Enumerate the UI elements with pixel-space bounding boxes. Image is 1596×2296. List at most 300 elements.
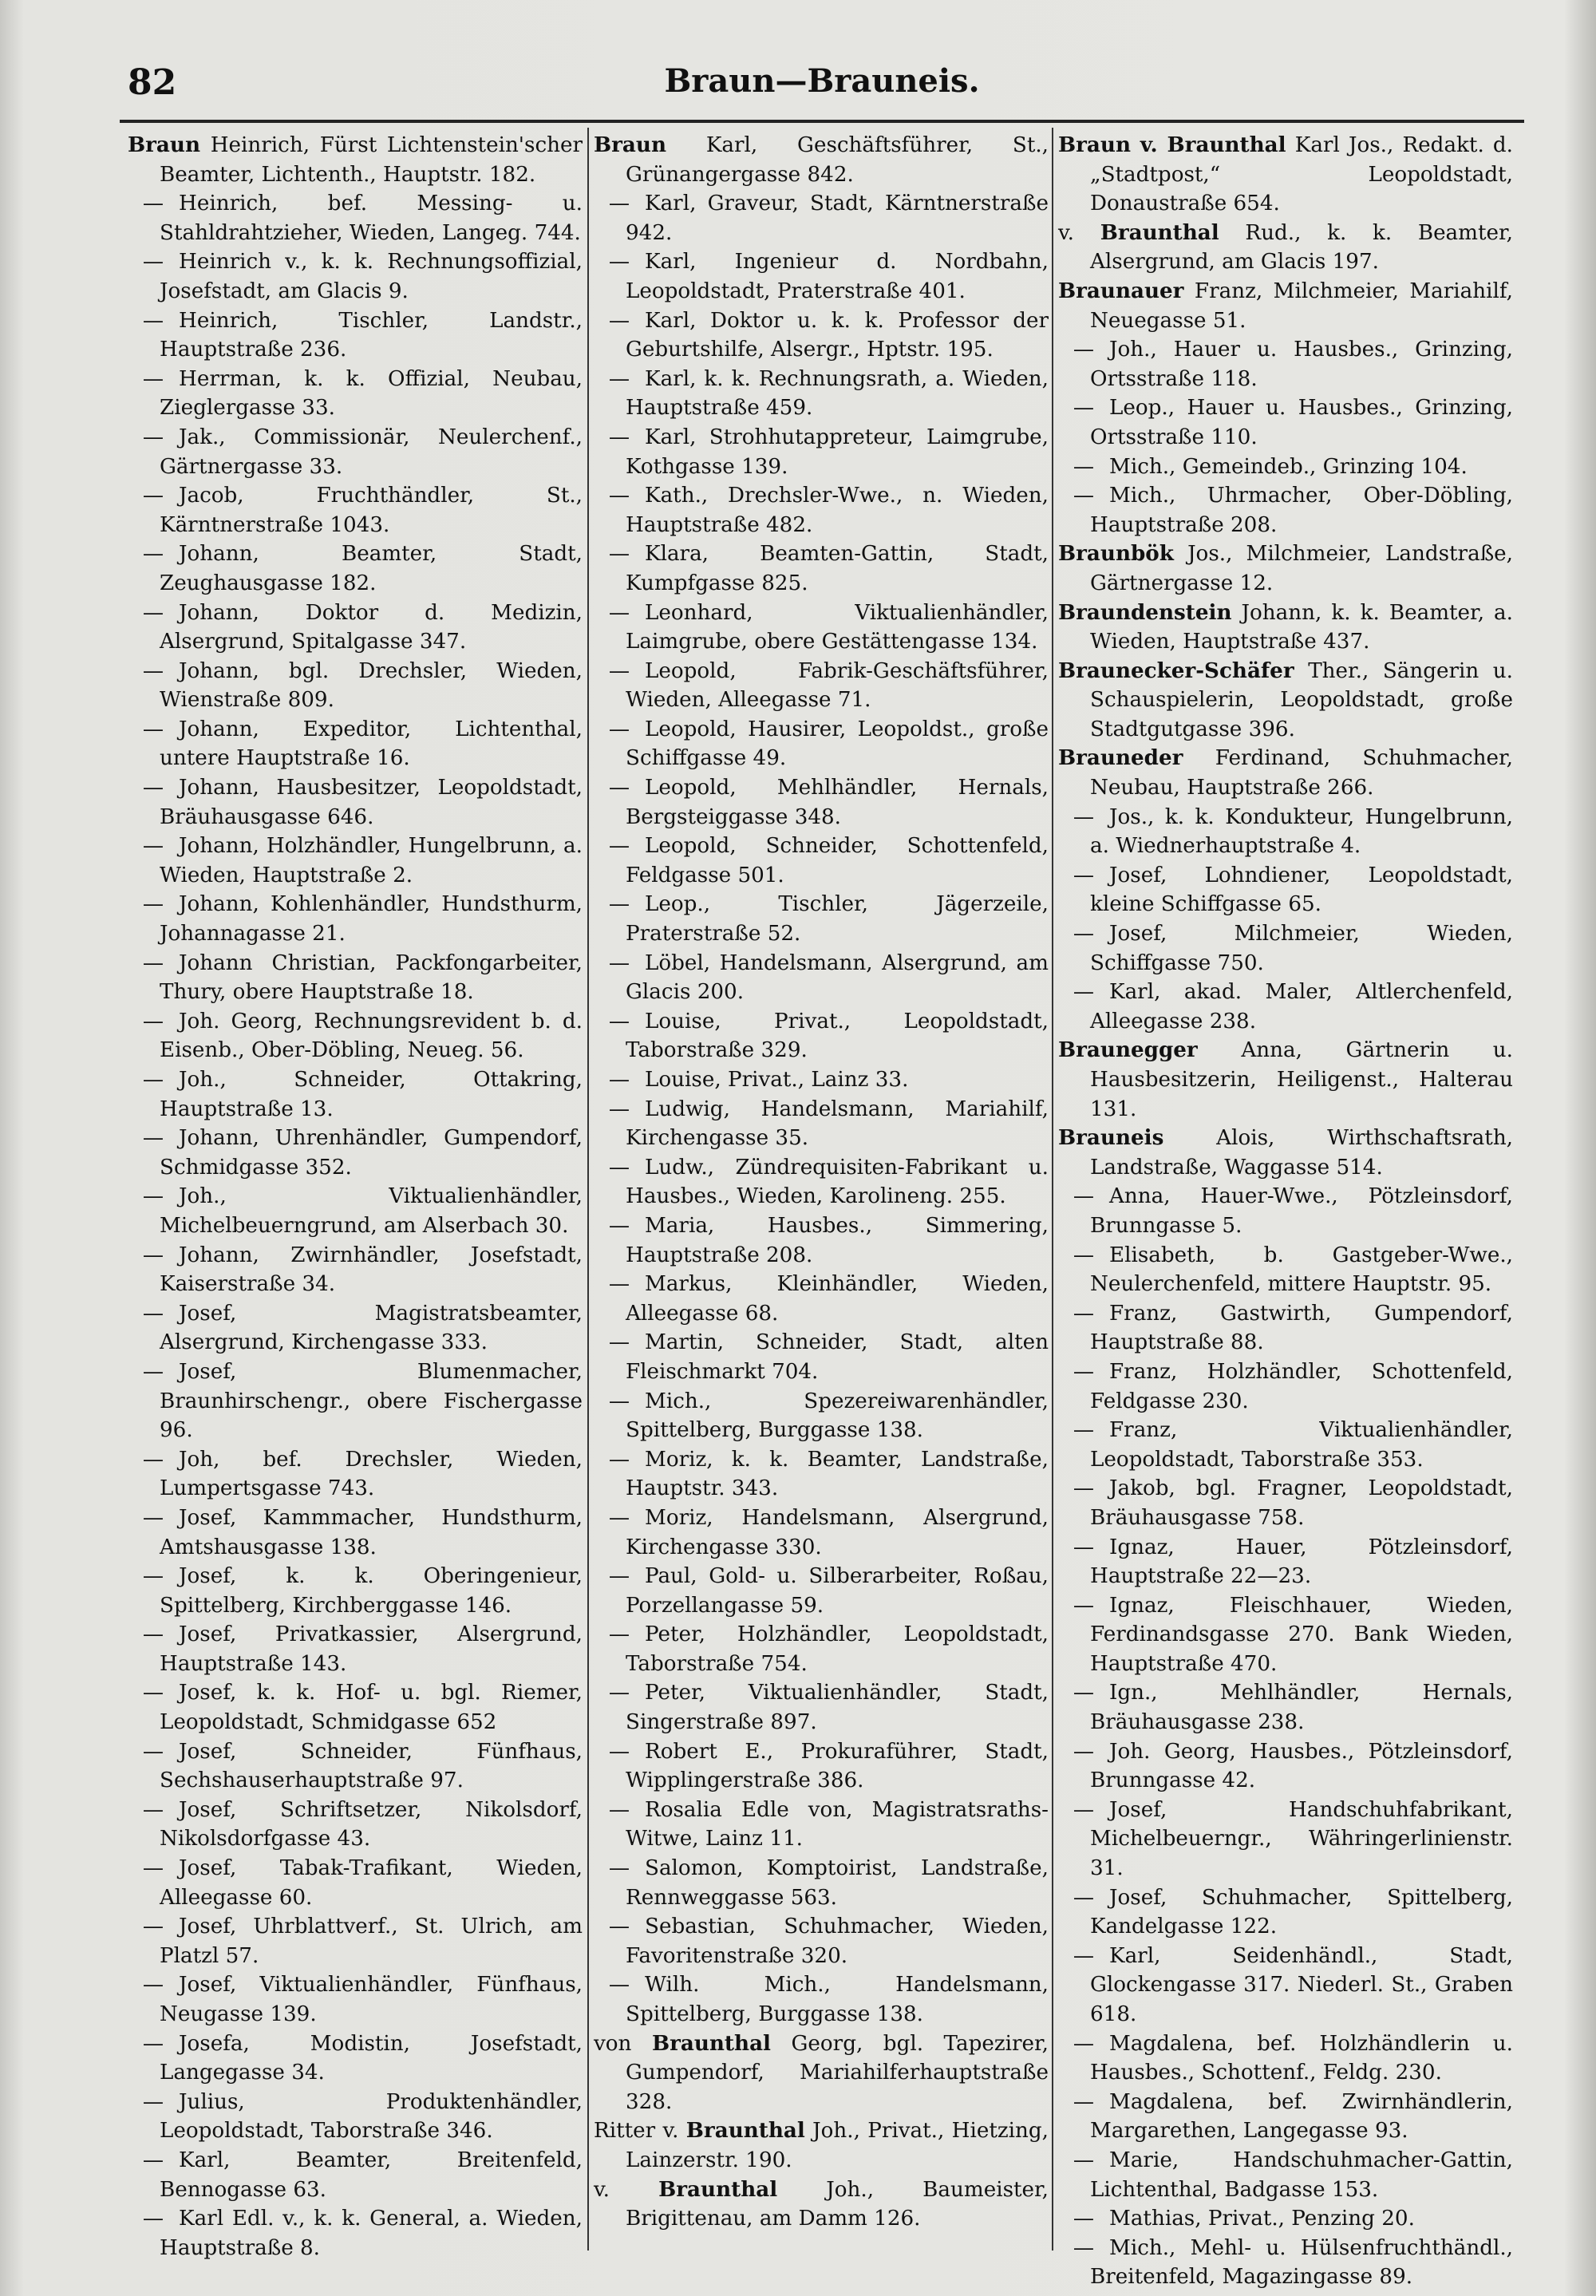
directory-entry bbox=[594, 481, 1049, 539]
repeat-dash: — bbox=[1073, 1359, 1095, 1384]
repeat-dash: — bbox=[1073, 1184, 1095, 1209]
directory-entry bbox=[1058, 1591, 1513, 1679]
entry-text: Johann, Doktor d. Medizin, Alsergrund, Spitalgasse 347. bbox=[160, 600, 583, 654]
directory-entry bbox=[1058, 2029, 1513, 2088]
directory-entry bbox=[128, 657, 583, 715]
directory-entry bbox=[128, 1124, 583, 1182]
entry-text: Herrman, k. k. Offizial, Neubau, Zieglergasse 33. bbox=[160, 366, 583, 421]
repeat-dash: — bbox=[1073, 1885, 1095, 1910]
directory-entry bbox=[128, 1007, 583, 1065]
repeat-dash: — bbox=[608, 1330, 630, 1355]
directory-entry bbox=[128, 1562, 583, 1620]
directory-entry bbox=[128, 1796, 583, 1854]
entry-text: Ludwig, Handelsmann, Mariahilf, Kirchengasse 35. bbox=[626, 1097, 1049, 1151]
entry-text: Johann, Beamter, Stadt, Zeughausgasse 182. bbox=[160, 542, 583, 595]
entry-text: Josef, Schneider, Fünfhaus, Sechshauserhauptstraße 97. bbox=[160, 1739, 583, 1793]
entry-text: Ther., Sängerin u. Schauspielerin, Leopoldstadt, große Stadtgutgasse 396. bbox=[1090, 658, 1513, 741]
repeat-dash: — bbox=[608, 1009, 630, 1033]
entry-text: Ignaz, Fleischhauer, Wieden, Ferdinandsgasse 270. Bank Wieden, Hauptstraße 470. bbox=[1090, 1593, 1513, 1676]
entry-text: Johann, Kohlenhändler, Hundsthurm, Johannagasse 21. bbox=[160, 892, 583, 946]
entry-headword: Braunthal bbox=[685, 2118, 805, 2144]
directory-entry bbox=[594, 1796, 1049, 1854]
repeat-dash: — bbox=[608, 1797, 630, 1822]
repeat-dash: — bbox=[1073, 1418, 1095, 1443]
directory-entry bbox=[1058, 1241, 1513, 1299]
repeat-dash: — bbox=[142, 1739, 164, 1764]
entry-text: Jos., k. k. Kondukteur, Hungelbrunn, a. Wiednerhauptstraße 4. bbox=[1090, 804, 1513, 859]
directory-entry bbox=[594, 773, 1049, 832]
entry-text: Elisabeth, b. Gastgeber-Wwe., Neulerchenfeld, mittere Hauptstr. 95. bbox=[1090, 1243, 1513, 1297]
entry-headword: Braunauer bbox=[1058, 278, 1184, 303]
directory-entry bbox=[1058, 744, 1513, 802]
entry-text: Joh. Georg, Hausbes., Pötzleinsdorf, Brunngasse 42. bbox=[1090, 1739, 1513, 1793]
directory-entry bbox=[594, 2175, 1049, 2234]
entry-text: Paul, Gold- u. Silberarbeiter, Roßau, Porzellangasse 59. bbox=[626, 1564, 1049, 1618]
directory-entry bbox=[594, 1912, 1049, 1970]
entry-text: Josef, Lohndiener, Leopoldstadt, kleine Schiffgasse 65. bbox=[1090, 863, 1513, 917]
repeat-dash: — bbox=[1073, 1943, 1095, 1968]
entry-text: Franz, Viktualienhändler, Leopoldstadt, Taborstraße 353. bbox=[1090, 1418, 1513, 1472]
entry-text: Julius, Produktenhändler, Leopoldstadt, Taborstraße 346. bbox=[160, 2089, 583, 2144]
directory-entry bbox=[128, 131, 583, 189]
directory-entry bbox=[128, 481, 583, 539]
directory-entry bbox=[594, 365, 1049, 423]
entry-text: Johann, Zwirnhändler, Josefstadt, Kaiserstraße 34. bbox=[160, 1243, 583, 1297]
entry-text: Franz, Milchmeier, Mariahilf, Neuegasse 51. bbox=[1090, 279, 1513, 333]
entry-text: Johann, bgl. Drechsler, Wieden, Wienstraße 809. bbox=[160, 658, 583, 713]
repeat-dash: — bbox=[608, 1068, 630, 1092]
entry-text: Josef, Blumenmacher, Braunhirschengr., obere Fischergasse 96. bbox=[160, 1359, 583, 1443]
repeat-dash: — bbox=[142, 834, 164, 859]
directory-entry bbox=[594, 539, 1049, 598]
repeat-dash: — bbox=[608, 192, 630, 216]
entry-text: Karl, Ingenieur d. Nordbahn, Leopoldstadt, Praterstraße 401. bbox=[626, 250, 1049, 303]
entry-text: Peter, Viktualienhändler, Stadt, Singerstraße 897. bbox=[626, 1681, 1049, 1735]
directory-entry bbox=[594, 1095, 1049, 1153]
entry-text: Karl, k. k. Rechnungsrath, a. Wieden, Hauptstraße 459. bbox=[626, 366, 1049, 421]
entry-text: Karl, Doktor u. k. k. Professor der Geburtshilfe, Alsergr., Hptstr. 195. bbox=[626, 308, 1049, 362]
entry-text: Ludw., Zündrequisiten-Fabrikant u. Hausbes., Wieden, Karolineng. 255. bbox=[626, 1155, 1049, 1209]
directory-entry bbox=[1058, 131, 1513, 219]
directory-entry bbox=[128, 539, 583, 598]
repeat-dash: — bbox=[1073, 2235, 1095, 2260]
repeat-dash: — bbox=[142, 1359, 164, 1384]
repeat-dash: — bbox=[608, 1272, 630, 1297]
repeat-dash: — bbox=[142, 1681, 164, 1705]
entry-text: Heinrich, bef. Messing- u. Stahldrahtzieher, Wieden, Langeg. 744. bbox=[160, 192, 583, 245]
repeat-dash: — bbox=[608, 1389, 630, 1413]
directory-entry bbox=[1058, 2204, 1513, 2234]
directory-entry bbox=[128, 1737, 583, 1796]
directory-entry bbox=[594, 949, 1049, 1007]
directory-entry bbox=[1058, 1182, 1513, 1240]
entry-headword: Braundenstein bbox=[1058, 599, 1232, 625]
directory-entry bbox=[1058, 1883, 1513, 1942]
directory-entry bbox=[128, 1504, 583, 1562]
directory-entry bbox=[594, 1328, 1049, 1386]
directory-entry bbox=[128, 1678, 583, 1737]
repeat-dash: — bbox=[142, 1622, 164, 1647]
entry-text: Johann Christian, Packfongarbeiter, Thury, obere Hauptstraße 18. bbox=[160, 950, 583, 1005]
entry-text: Rosalia Edle von, Magistratsraths-Witwe, Lainz 11. bbox=[626, 1797, 1049, 1851]
repeat-dash: — bbox=[608, 1505, 630, 1530]
directory-entry bbox=[594, 131, 1049, 189]
repeat-dash: — bbox=[1073, 1593, 1095, 1618]
entry-text: Heinrich v., k. k. Rechnungsoffizial, Josefstadt, am Glacis 9. bbox=[160, 250, 583, 303]
entry-text: Alois, Wirthschaftsrath, Landstraße, Waggasse 514. bbox=[1090, 1126, 1514, 1180]
entry-text: Ignaz, Hauer, Pötzleinsdorf, Hauptstraße 22—23. bbox=[1090, 1535, 1513, 1589]
directory-entry bbox=[594, 832, 1049, 890]
directory-entry bbox=[1058, 1942, 1513, 2029]
directory-entry bbox=[594, 1445, 1049, 1504]
directory-entry bbox=[128, 1065, 583, 1124]
entry-text: Anna, Gärtnerin u. Hausbesitzerin, Heiligenst., Halterau 131. bbox=[1090, 1038, 1514, 1121]
directory-entry bbox=[594, 1737, 1049, 1796]
entry-text: Leopold, Hausirer, Leopoldst., große Schiffgasse 49. bbox=[626, 717, 1049, 771]
repeat-dash: — bbox=[608, 1973, 630, 1998]
directory-entry bbox=[1058, 2088, 1513, 2146]
repeat-dash: — bbox=[142, 717, 164, 741]
directory-entry bbox=[128, 949, 583, 1007]
entry-text: Marie, Handschuhmacher-Gattin, Lichtenthal, Badgasse 153. bbox=[1090, 2148, 1513, 2202]
entry-text: Jos., Milchmeier, Landstraße, Gärtnergasse 12. bbox=[1090, 542, 1514, 595]
entry-headword: Braunthal bbox=[651, 2030, 771, 2056]
repeat-dash: — bbox=[142, 2207, 164, 2231]
directory-entry bbox=[1058, 1036, 1513, 1124]
entry-text: Joh., Baumeister, Brigittenau, am Damm 126. bbox=[626, 2177, 1049, 2231]
directory-entry bbox=[1058, 539, 1513, 598]
repeat-dash: — bbox=[142, 2089, 164, 2114]
entry-text: Josef, Viktualienhändler, Fünfhaus, Neugasse 139. bbox=[160, 1973, 583, 2026]
entry-text: Josefa, Modistin, Josefstadt, Langegasse 34. bbox=[160, 2031, 583, 2085]
repeat-dash: — bbox=[142, 484, 164, 508]
entry-prefix: v. bbox=[1058, 220, 1100, 245]
entry-text: Moriz, Handelsmann, Alsergrund, Kirchengasse 330. bbox=[626, 1505, 1049, 1559]
column-divider bbox=[1052, 128, 1053, 2251]
directory-entry bbox=[594, 1211, 1049, 1270]
entry-text: Leopold, Fabrik-Geschäftsführer, Wieden, Alleegasse 71. bbox=[626, 658, 1049, 713]
repeat-dash: — bbox=[142, 776, 164, 800]
entry-text: Karl Edl. v., k. k. General, a. Wieden, Hauptstraße 8. bbox=[160, 2207, 583, 2260]
entry-text: Jak., Commissionär, Neulerchenf., Gärtnergasse 33. bbox=[160, 425, 583, 479]
entry-text: Joh., Hauer u. Hausbes., Grinzing, Ortsstraße 118. bbox=[1090, 338, 1513, 391]
repeat-dash: — bbox=[1073, 454, 1095, 479]
entry-text: Robert E., Prokuraführer, Stadt, Wipplingerstraße 386. bbox=[626, 1739, 1049, 1793]
repeat-dash: — bbox=[608, 1097, 630, 1121]
repeat-dash: — bbox=[608, 1622, 630, 1647]
directory-entry bbox=[1058, 2146, 1513, 2204]
directory-entry bbox=[128, 1241, 583, 1299]
repeat-dash: — bbox=[608, 1856, 630, 1881]
entry-text: Karl, Beamter, Breitenfeld, Bennogasse 63. bbox=[160, 2148, 583, 2202]
entry-text: Josef, Uhrblattverf., St. Ulrich, am Platzl 57. bbox=[160, 1915, 583, 1968]
directory-entry bbox=[594, 1007, 1049, 1065]
directory-entry bbox=[1058, 1796, 1513, 1883]
entry-text: Josef, Tabak-Trafikant, Wieden, Alleegasse 60. bbox=[160, 1856, 583, 1910]
repeat-dash: — bbox=[608, 366, 630, 391]
directory-entry bbox=[128, 2029, 583, 2088]
repeat-dash: — bbox=[608, 600, 630, 625]
page-number: 82 bbox=[128, 62, 177, 103]
entry-text: Karl, Graveur, Stadt, Kärntnerstraße 942. bbox=[626, 192, 1049, 245]
directory-entry bbox=[1058, 1474, 1513, 1532]
entry-text: Ferdinand, Schuhmacher, Neubau, Hauptstraße 266. bbox=[1090, 746, 1514, 800]
repeat-dash: — bbox=[1073, 2089, 1095, 2114]
entry-text: Joh., Privat., Hietzing, Lainzerstr. 190. bbox=[626, 2119, 1049, 2172]
directory-entry bbox=[128, 247, 583, 306]
repeat-dash: — bbox=[1073, 1301, 1095, 1326]
repeat-dash: — bbox=[608, 1681, 630, 1705]
repeat-dash: — bbox=[142, 1915, 164, 1939]
entry-text: Josef, k. k. Hof- u. bgl. Riemer, Leopoldstadt, Schmidgasse 652 bbox=[160, 1681, 583, 1735]
repeat-dash: — bbox=[142, 600, 164, 625]
entry-headword: Braunbök bbox=[1058, 541, 1174, 567]
page-header bbox=[120, 62, 1524, 118]
entry-headword: Braun v. Braunthal bbox=[1058, 132, 1286, 157]
repeat-dash: — bbox=[142, 1973, 164, 1998]
entry-text: Leop., Hauer u. Hausbes., Grinzing, Ortsstraße 110. bbox=[1090, 396, 1513, 449]
entry-text: Moriz, k. k. Beamter, Landstraße, Hauptstr. 343. bbox=[626, 1447, 1049, 1501]
entry-text: Anna, Hauer-Wwe., Pötzleinsdorf, Brunngasse 5. bbox=[1090, 1184, 1513, 1238]
entry-text: Karl, Geschäftsführer, St., Grünangergasse 842. bbox=[626, 133, 1049, 187]
entry-text: Maria, Hausbes., Simmering, Hauptstraße 208. bbox=[626, 1213, 1049, 1267]
repeat-dash: — bbox=[142, 892, 164, 917]
repeat-dash: — bbox=[608, 1915, 630, 1939]
repeat-dash: — bbox=[1073, 1535, 1095, 1559]
entry-text: Ign., Mehlhändler, Hernals, Bräuhausgasse 238. bbox=[1090, 1681, 1513, 1735]
repeat-dash: — bbox=[608, 892, 630, 917]
directory-entry bbox=[128, 1970, 583, 2029]
repeat-dash: — bbox=[142, 1126, 164, 1151]
directory-entry bbox=[594, 890, 1049, 948]
header-rule bbox=[120, 120, 1524, 123]
repeat-dash: — bbox=[1073, 2148, 1095, 2172]
entry-text: Rud., k. k. Beamter, Alsergrund, am Glacis 197. bbox=[1090, 220, 1513, 275]
entry-text: Joh. Georg, Rechnungsrevident b. d. Eisenb., Ober-Döbling, Neueg. 56. bbox=[160, 1009, 583, 1063]
entry-text: Josef, Schriftsetzer, Nikolsdorf, Nikolsdorfgasse 43. bbox=[160, 1797, 583, 1851]
entry-text: Johann, Expeditor, Lichtenthal, untere Hauptstraße 16. bbox=[160, 717, 583, 771]
repeat-dash: — bbox=[142, 308, 164, 333]
entry-text: Magdalena, bef. Zwirnhändlerin, Margarethen, Langegasse 93. bbox=[1090, 2089, 1513, 2144]
repeat-dash: — bbox=[142, 1009, 164, 1033]
entry-headword: Braunthal bbox=[1100, 219, 1219, 245]
entry-text: Leonhard, Viktualienhändler, Laimgrube, obere Gestättengasse 134. bbox=[626, 600, 1049, 654]
directory-entry bbox=[594, 1562, 1049, 1620]
repeat-dash: — bbox=[608, 1447, 630, 1472]
directory-entry bbox=[594, 1065, 1049, 1095]
directory-entry bbox=[1058, 393, 1513, 452]
repeat-dash: — bbox=[1073, 1739, 1095, 1764]
directory-entry bbox=[1058, 219, 1513, 277]
directory-entry bbox=[1058, 277, 1513, 335]
directory-entry bbox=[594, 657, 1049, 715]
entry-text: Louise, Privat., Lainz 33. bbox=[645, 1068, 909, 1092]
repeat-dash: — bbox=[142, 1797, 164, 1822]
running-head: Braun—Brauneis. bbox=[664, 62, 980, 100]
directory-entry bbox=[594, 1970, 1049, 2029]
directory-entry bbox=[1058, 481, 1513, 539]
directory-entry bbox=[594, 1620, 1049, 1678]
directory-entry bbox=[594, 1387, 1049, 1445]
directory-entry bbox=[128, 1445, 583, 1504]
entry-text: Josef, Privatkassier, Alsergrund, Hauptstraße 143. bbox=[160, 1622, 583, 1676]
entry-text: Leopold, Mehlhändler, Hernals, Bergsteiggasse 348. bbox=[626, 776, 1049, 829]
directory-entry bbox=[1058, 1299, 1513, 1357]
entry-text: Wilh. Mich., Handelsmann, Spittelberg, Burggasse 138. bbox=[626, 1973, 1049, 2026]
entry-text: Leop., Tischler, Jägerzeile, Praterstraße 52. bbox=[626, 892, 1049, 946]
entry-text: Karl, Strohhutappreteur, Laimgrube, Kothgasse 139. bbox=[626, 425, 1049, 479]
repeat-dash: — bbox=[142, 192, 164, 216]
repeat-dash: — bbox=[142, 250, 164, 275]
directory-entry bbox=[594, 189, 1049, 247]
directory-entry bbox=[128, 1912, 583, 1970]
entry-text: Johann, k. k. Beamter, a. Wieden, Hauptstraße 437. bbox=[1090, 600, 1513, 654]
entry-text: Franz, Holzhändler, Schottenfeld, Feldgasse 230. bbox=[1090, 1359, 1513, 1413]
directory-entry bbox=[1058, 1533, 1513, 1591]
entry-text: Heinrich, Fürst Lichtenstein'scher Beamter, Lichtenth., Hauptstr. 182. bbox=[160, 133, 583, 187]
repeat-dash: — bbox=[608, 425, 630, 449]
directory-entry bbox=[594, 2116, 1049, 2175]
entry-text: Karl, Seidenhändl., Stadt, Glockengasse 317. Niederl. St., Graben 618. bbox=[1090, 1943, 1513, 2026]
repeat-dash: — bbox=[142, 1856, 164, 1881]
repeat-dash: — bbox=[1073, 484, 1095, 508]
directory-entry bbox=[1058, 1416, 1513, 1474]
directory-entry bbox=[594, 306, 1049, 365]
repeat-dash: — bbox=[608, 250, 630, 275]
entry-text: Josef, Schuhmacher, Spittelberg, Kandelgasse 122. bbox=[1090, 1885, 1513, 1939]
entry-text: Johann, Holzhändler, Hungelbrunn, a. Wieden, Hauptstraße 2. bbox=[160, 834, 583, 887]
column-2 bbox=[594, 131, 1049, 2246]
entry-text: Joh., Viktualienhändler, Michelbeuerngrund, am Alserbach 30. bbox=[160, 1184, 583, 1238]
entry-text: Mathias, Privat., Penzing 20. bbox=[1109, 2207, 1415, 2231]
directory-entry bbox=[128, 306, 583, 365]
entry-headword: Braun bbox=[594, 132, 666, 157]
entry-text: Salomon, Komptoirist, Landstraße, Rennweggasse 563. bbox=[626, 1856, 1049, 1910]
entry-text: Peter, Holzhändler, Leopoldstadt, Taborstraße 754. bbox=[626, 1622, 1049, 1676]
entry-prefix: von bbox=[594, 2031, 652, 2056]
directory-entry bbox=[128, 715, 583, 773]
entry-headword: Braun bbox=[128, 132, 200, 157]
entry-text: Mich., Uhrmacher, Ober-Döbling, Hauptstraße 208. bbox=[1090, 484, 1513, 537]
entry-headword: Braunecker-Schäfer bbox=[1058, 658, 1294, 683]
directory-entry bbox=[594, 715, 1049, 773]
entry-text: Sebastian, Schuhmacher, Wieden, Favoritenstraße 320. bbox=[626, 1915, 1049, 1968]
directory-entry bbox=[1058, 803, 1513, 861]
directory-entry bbox=[1058, 1357, 1513, 1416]
repeat-dash: — bbox=[1073, 2207, 1095, 2231]
repeat-dash: — bbox=[1073, 1243, 1095, 1267]
directory-entry bbox=[1058, 1678, 1513, 1737]
repeat-dash: — bbox=[142, 1505, 164, 1530]
entry-text: Martin, Schneider, Stadt, alten Fleischmarkt 704. bbox=[626, 1330, 1049, 1384]
repeat-dash: — bbox=[1073, 1797, 1095, 1822]
entry-text: Heinrich, Tischler, Landstr., Hauptstraße 236. bbox=[160, 308, 583, 362]
repeat-dash: — bbox=[608, 717, 630, 741]
entry-text: Franz, Gastwirth, Gumpendorf, Hauptstraße 88. bbox=[1090, 1301, 1513, 1355]
directory-entry bbox=[1058, 919, 1513, 978]
directory-entry bbox=[594, 1854, 1049, 1912]
column-1 bbox=[128, 131, 583, 2260]
column-3 bbox=[1058, 131, 1514, 2290]
entry-text: Johann, Uhrenhändler, Gumpendorf, Schmidgasse 352. bbox=[160, 1126, 583, 1180]
directory-entry bbox=[128, 1182, 583, 1240]
directory-entry bbox=[594, 599, 1049, 657]
repeat-dash: — bbox=[608, 308, 630, 333]
entry-text: Josef, Milchmeier, Wieden, Schiffgasse 750. bbox=[1090, 922, 1513, 975]
directory-entry bbox=[128, 1299, 583, 1357]
entry-text: Josef, Magistratsbeamter, Alsergrund, Kirchengasse 333. bbox=[160, 1301, 583, 1355]
directory-entry bbox=[128, 365, 583, 423]
repeat-dash: — bbox=[142, 658, 164, 683]
directory-entry bbox=[128, 2146, 583, 2204]
repeat-dash: — bbox=[608, 542, 630, 567]
repeat-dash: — bbox=[1073, 1476, 1095, 1501]
entry-headword: Brauneis bbox=[1058, 1125, 1164, 1151]
repeat-dash: — bbox=[608, 776, 630, 800]
repeat-dash: — bbox=[1073, 2031, 1095, 2056]
entry-text: Johann, Hausbesitzer, Leopoldstadt, Bräuhausgasse 646. bbox=[160, 776, 583, 829]
entry-text: Mich., Mehl- u. Hülsenfruchthändl., Breitenfeld, Magazingasse 89. bbox=[1090, 2235, 1513, 2290]
repeat-dash: — bbox=[608, 1739, 630, 1764]
repeat-dash: — bbox=[142, 366, 164, 391]
repeat-dash: — bbox=[142, 950, 164, 975]
directory-entry bbox=[128, 773, 583, 832]
repeat-dash: — bbox=[142, 1564, 164, 1589]
entry-text: Jacob, Fruchthändler, St., Kärntnerstraße 1043. bbox=[160, 484, 583, 537]
repeat-dash: — bbox=[142, 1243, 164, 1267]
repeat-dash: — bbox=[142, 1184, 164, 1209]
directory-entry bbox=[128, 1620, 583, 1678]
entry-text: Karl Jos., Redakt. d. „Stadtpost,“ Leopoldstadt, Donaustraße 654. bbox=[1090, 133, 1514, 216]
repeat-dash: — bbox=[608, 1564, 630, 1589]
directory-entry bbox=[594, 247, 1049, 306]
directory-entry bbox=[1058, 452, 1513, 482]
entry-text: Karl, akad. Maler, Altlerchenfeld, Alleegasse 238. bbox=[1090, 980, 1513, 1033]
entry-text: Leopold, Schneider, Schottenfeld, Feldgasse 501. bbox=[626, 834, 1049, 887]
directory-entry bbox=[128, 1357, 583, 1445]
entry-text: Klara, Beamten-Gattin, Stadt, Kumpfgasse 825. bbox=[626, 542, 1049, 595]
repeat-dash: — bbox=[142, 542, 164, 567]
directory-entry bbox=[594, 1678, 1049, 1737]
entry-text: Jakob, bgl. Fragner, Leopoldstadt, Bräuhausgasse 758. bbox=[1090, 1476, 1513, 1530]
directory-entry bbox=[1058, 861, 1513, 919]
repeat-dash: — bbox=[608, 834, 630, 859]
entry-text: Joh, bef. Drechsler, Wieden, Lumpertsgasse 743. bbox=[160, 1447, 583, 1501]
entry-text: Mich., Spezereiwarenhändler, Spittelberg, Burggasse 138. bbox=[626, 1389, 1049, 1443]
entry-text: Joh., Schneider, Ottakring, Hauptstraße 13. bbox=[160, 1068, 583, 1121]
directory-entry bbox=[1058, 2234, 1513, 2292]
directory-entry bbox=[128, 423, 583, 481]
repeat-dash: — bbox=[1073, 396, 1095, 421]
directory-entry bbox=[594, 2029, 1049, 2117]
directory-entry bbox=[128, 1854, 583, 1912]
repeat-dash: — bbox=[1073, 1681, 1095, 1705]
directory-entry bbox=[1058, 1124, 1513, 1182]
repeat-dash: — bbox=[1073, 804, 1095, 829]
repeat-dash: — bbox=[608, 658, 630, 683]
entry-headword: Braunthal bbox=[658, 2176, 778, 2202]
repeat-dash: — bbox=[1073, 338, 1095, 362]
repeat-dash: — bbox=[608, 484, 630, 508]
entry-text: Josef, k. k. Oberingenieur, Spittelberg, Kirchberggasse 146. bbox=[160, 1564, 583, 1618]
directory-entry bbox=[594, 1153, 1049, 1211]
repeat-dash: — bbox=[608, 1155, 630, 1180]
directory-entry bbox=[128, 890, 583, 948]
entry-prefix: v. bbox=[594, 2177, 659, 2202]
directory-entry bbox=[1058, 978, 1513, 1036]
directory-entry bbox=[1058, 657, 1513, 745]
column-divider bbox=[587, 128, 589, 2251]
